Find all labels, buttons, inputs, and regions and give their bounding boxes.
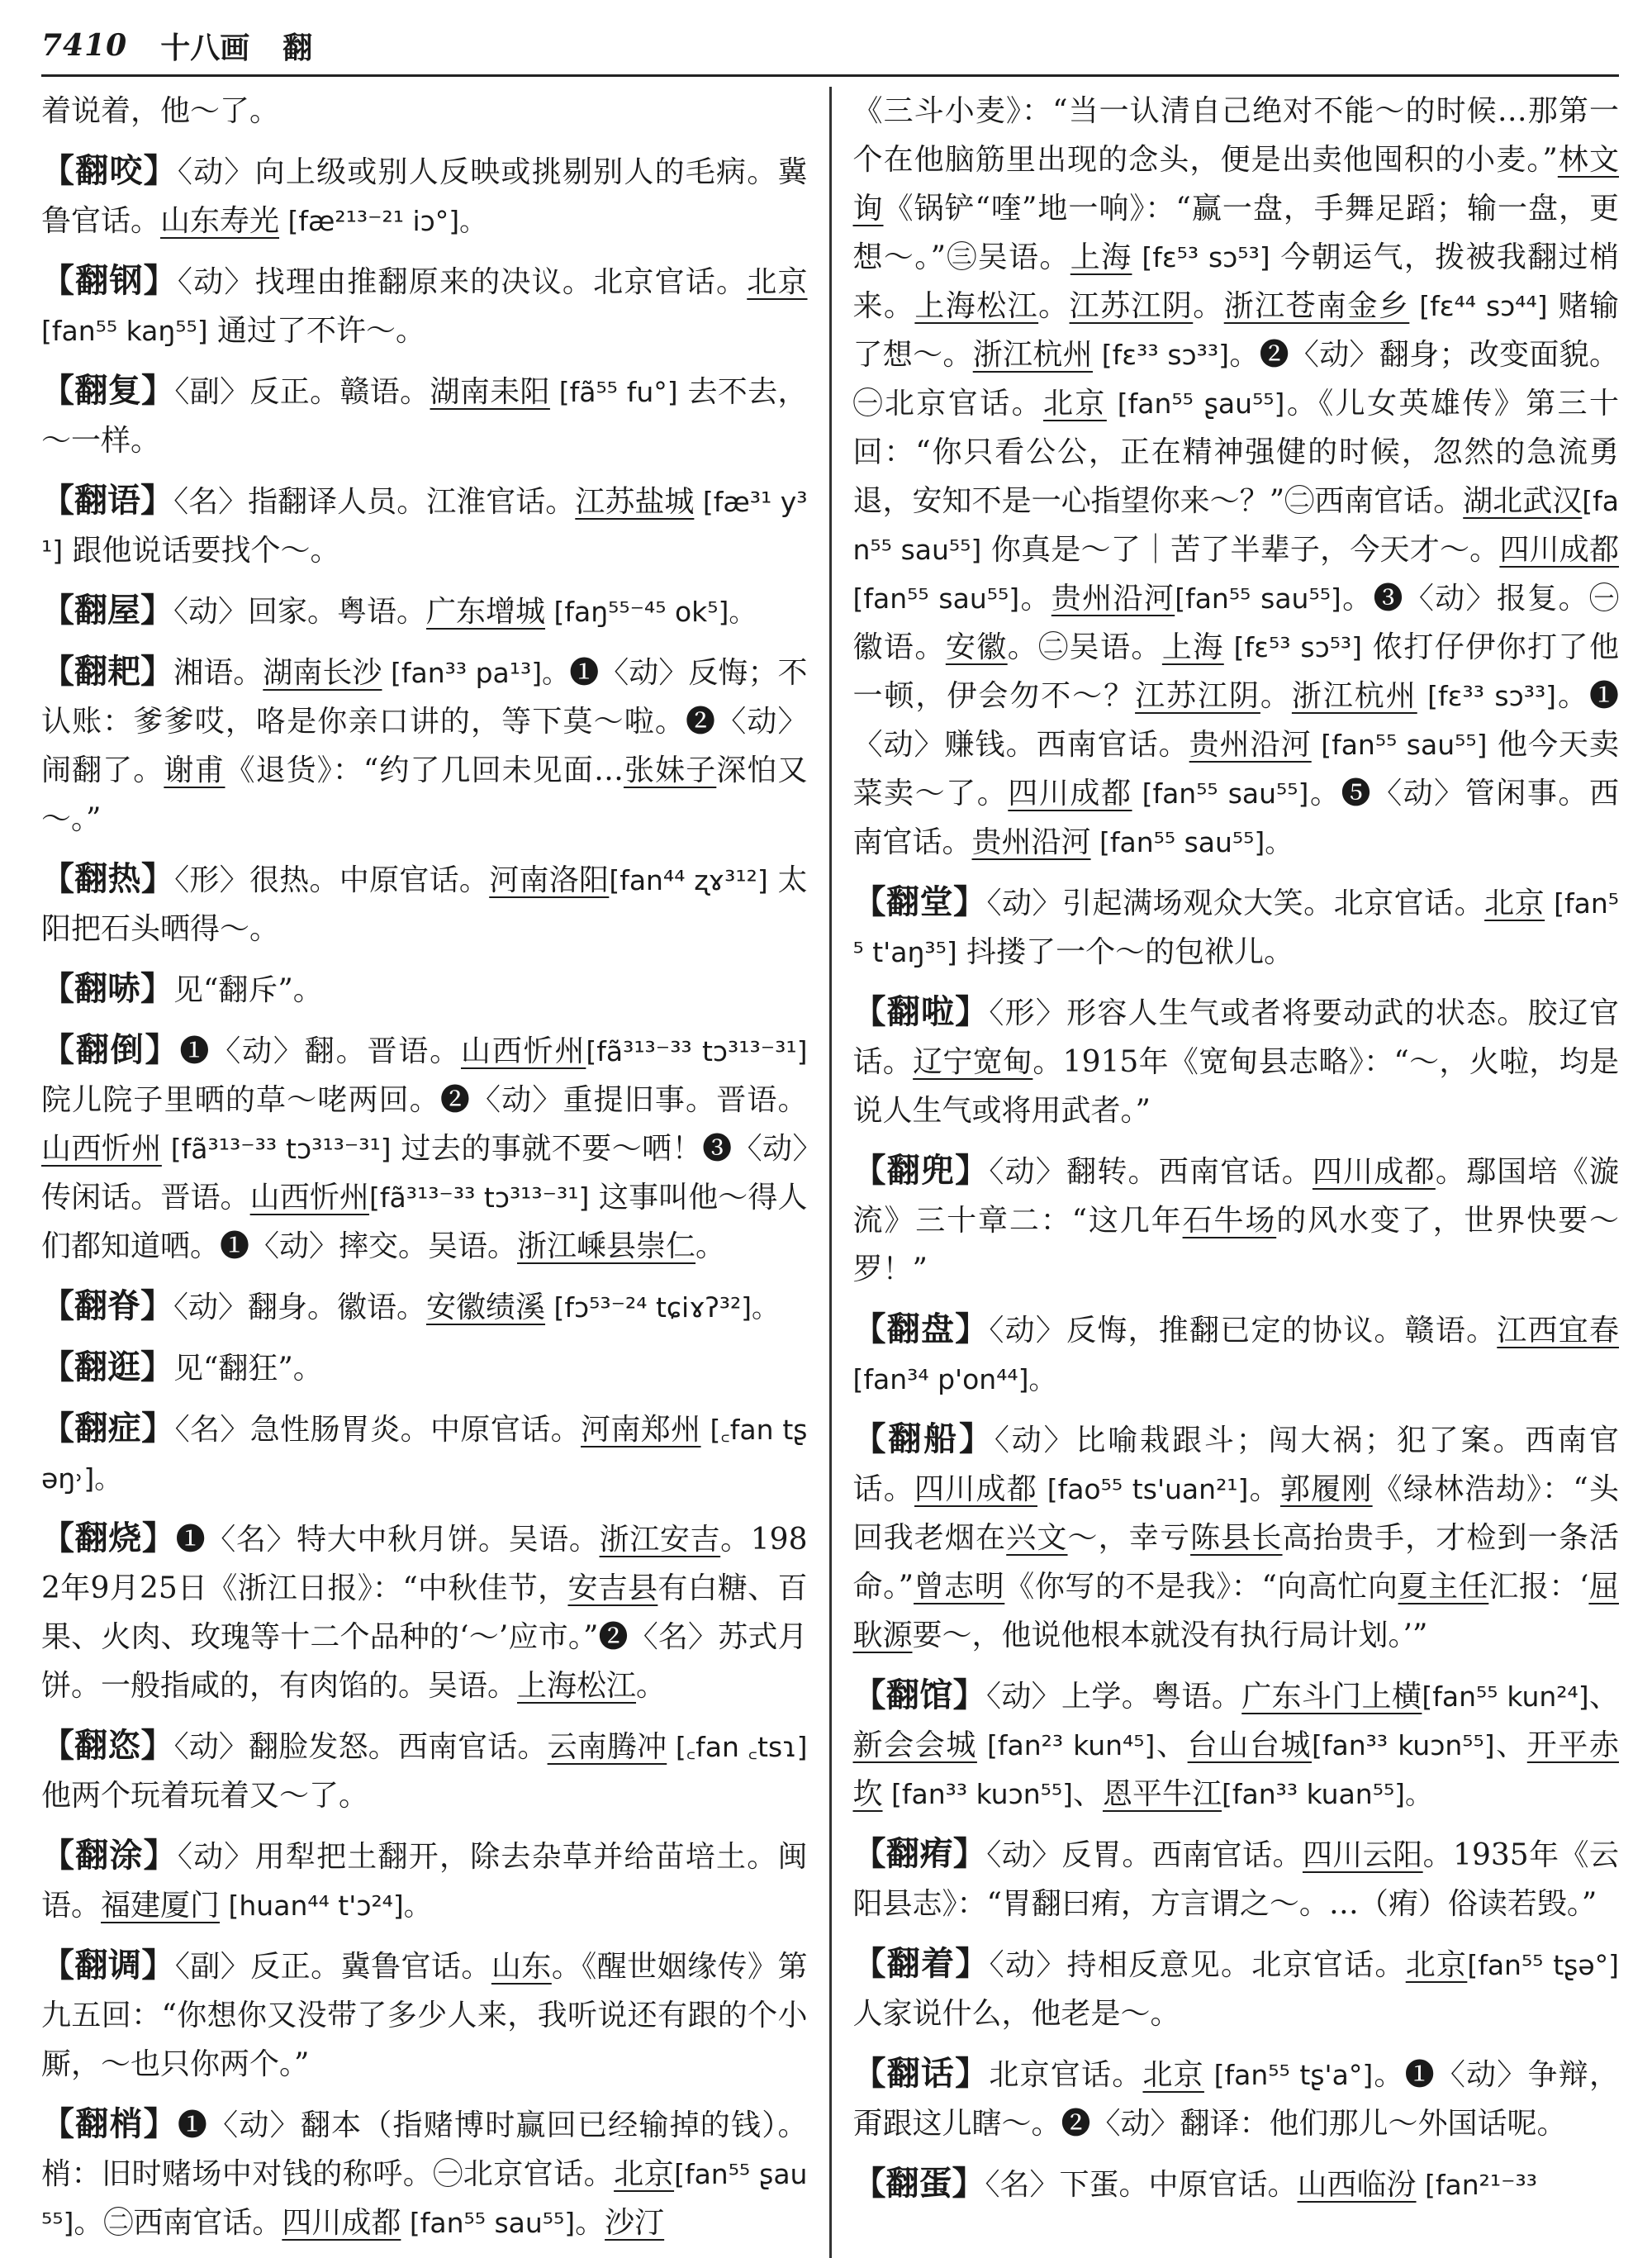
phonetic-transcription: [fan³³ pa¹³]。 bbox=[382, 657, 570, 689]
phonetic-transcription: [fã⁵⁵ fu°] bbox=[549, 376, 678, 408]
dictionary-entry bbox=[853, 1305, 1620, 1404]
definition-text: 。《儿女英雄传》第三十回：“你只看公公，正在精神强健的时候，忽然的急流勇退，安知不是一心指望你来～？”㊁西南官话。 bbox=[852, 387, 1619, 518]
place-name: 北京 bbox=[747, 265, 808, 299]
phonetic-transcription: [fan⁵⁵ ʂau⁵⁵] bbox=[1106, 387, 1285, 420]
dictionary-entry bbox=[41, 1404, 808, 1503]
dictionary-entry bbox=[41, 854, 808, 953]
dictionary-entry bbox=[41, 647, 808, 844]
definition-text: 今朝运气，拨被我翻过梢来。 bbox=[852, 240, 1619, 323]
dictionary-entry bbox=[41, 1343, 808, 1393]
phonetic-transcription: [fan⁵⁵ sau⁵⁵] bbox=[401, 2207, 576, 2239]
definition-text: 〈形〉很热。中原官话。 bbox=[174, 863, 490, 897]
place-name: 湖北武汉 bbox=[1463, 484, 1583, 518]
definition-text: ❶〈动〉翻本（指赌博时赢回已经输掉的钱）。梢：旧时赌场中对钱的称呼。㊀北京官话。 bbox=[41, 2108, 808, 2191]
definition-text: 〈动〉用犁把土翻开，除去杂草并给苗培土。闽语。 bbox=[41, 1840, 808, 1923]
place-name: 山西忻州 bbox=[41, 1132, 162, 1166]
dictionary-entry bbox=[41, 1831, 808, 1930]
definition-text: 《三斗小麦》：“当一认清自己绝对不能～的时候…那第一个在他脑筋里出现的念头，便是出卖他囤积的小麦。” bbox=[852, 94, 1619, 177]
definition-text: 。❶〈动〉赚钱。西南官话。 bbox=[852, 679, 1619, 762]
place-name: 北京 bbox=[1043, 387, 1107, 421]
definition-text: 侬打仔伊你打了他一顿，伊会勿不～？ bbox=[852, 630, 1619, 713]
phonetic-transcription: [fan³³ kuan⁵⁵]。 bbox=[1222, 1778, 1433, 1810]
definition-text: 。❺〈动〉管闲事。西南官话。 bbox=[852, 777, 1619, 859]
phonetic-transcription: [fan⁵⁵ sau⁵⁵]。 bbox=[1090, 826, 1293, 858]
definition-text: 见“翻斥”。 bbox=[173, 973, 323, 1007]
entry-headword: 【翻梢】 bbox=[41, 2104, 178, 2143]
definition-text: 见“翻狂”。 bbox=[173, 1352, 323, 1386]
entry-continuation bbox=[853, 87, 1620, 867]
place-name: 江苏江阴 bbox=[1135, 679, 1260, 713]
phonetic-transcription: [huan⁴⁴ t'ɔ²⁴]。 bbox=[220, 1890, 431, 1922]
definition-text: 〈动〉翻转。西南官话。 bbox=[989, 1155, 1313, 1189]
place-name: 谢甫 bbox=[164, 753, 225, 787]
place-name: 浙江嵊县崇仁 bbox=[517, 1229, 696, 1263]
radical-character: 翻 bbox=[282, 30, 313, 65]
definition-text: 。 bbox=[1038, 289, 1070, 323]
definition-text: 着说着，他～了。 bbox=[41, 94, 280, 128]
place-name: 河南洛阳 bbox=[489, 863, 610, 897]
definition-text: 、 bbox=[1494, 1728, 1527, 1762]
definition-text: 。 bbox=[575, 2206, 605, 2240]
definition-text: 抖搂了一个～的包袱儿。 bbox=[957, 935, 1294, 969]
place-name: 山东 bbox=[491, 1950, 552, 1984]
definition-text: 。❸〈动〉报复。㊀徽语。 bbox=[852, 582, 1619, 664]
phonetic-transcription: [fã³¹³⁻³³ tɔ³¹³⁻³¹] bbox=[369, 1181, 590, 1214]
entry-headword: 【翻馆】 bbox=[852, 1676, 986, 1714]
definition-text: 、 bbox=[1588, 1680, 1619, 1714]
entry-headword: 【翻啦】 bbox=[852, 992, 990, 1031]
entry-headword: 【翻屋】 bbox=[41, 591, 173, 630]
entry-headword: 【翻耙】 bbox=[41, 652, 174, 691]
dictionary-entry bbox=[41, 964, 808, 1015]
dictionary-entry bbox=[41, 366, 808, 465]
left-column bbox=[41, 87, 808, 2258]
place-name: 屈耿源 bbox=[852, 1570, 1619, 1652]
place-name: 安徽 bbox=[945, 630, 1008, 664]
definition-text: 人家说什么，他老是～。 bbox=[852, 1997, 1180, 2031]
dictionary-entry bbox=[41, 586, 808, 636]
definition-text: 〈副〉反正。冀鲁官话。 bbox=[174, 1950, 491, 1984]
right-column bbox=[853, 87, 1620, 2258]
place-name: 浙江苍南金乡 bbox=[1223, 289, 1410, 323]
definition-text: 通过了不许～。 bbox=[207, 314, 426, 348]
place-name: 浙江杭州 bbox=[1291, 679, 1417, 713]
place-name: 开平赤坎 bbox=[852, 1728, 1619, 1811]
place-name: 四川成都 bbox=[1499, 533, 1619, 567]
definition-text: 。❶〈动〉争辩，甭跟这儿瞎～。❷〈动〉翻译：他们那儿～外国话呢。 bbox=[852, 2058, 1619, 2141]
definition-text: 。鄢国培《漩流》三十章二：“这几年 bbox=[852, 1155, 1619, 1238]
place-name: 云南腾冲 bbox=[547, 1730, 667, 1764]
phonetic-transcription: [fan⁴⁴ ʐɤ³¹²] bbox=[609, 864, 768, 896]
place-name: 山西忻州 bbox=[460, 1034, 586, 1068]
definition-text: ～，幸亏 bbox=[1067, 1521, 1191, 1555]
place-name: 上海松江 bbox=[517, 1669, 637, 1703]
entry-headword: 【翻堂】 bbox=[852, 882, 987, 921]
definition-text: 〈形〉形容人生气或者将要动武的状态。胶辽官话。 bbox=[852, 996, 1619, 1079]
phonetic-transcription: [fɛ⁴⁴ sɔ⁴⁴] bbox=[1409, 290, 1548, 322]
definition-text: 。 bbox=[1019, 582, 1051, 616]
definition-text: 汇报：‘ bbox=[1488, 1570, 1589, 1604]
entry-headword: 【翻话】 bbox=[852, 2054, 990, 2093]
definition-text: 《退货》：“约了几回未见面… bbox=[225, 753, 624, 787]
place-name: 山西临汾 bbox=[1297, 2168, 1417, 2202]
dictionary-entry bbox=[853, 2159, 1620, 2209]
definition-text: 〈动〉找理由推翻原来的决议。北京官话。 bbox=[177, 265, 748, 299]
dictionary-entry bbox=[41, 476, 808, 575]
stroke-count-label: 十八画 bbox=[160, 30, 250, 65]
phonetic-transcription: [fan⁵⁵ ʂau⁵⁵] bbox=[41, 2158, 808, 2239]
dictionary-entry bbox=[41, 2099, 808, 2247]
entry-headword: 【翻盘】 bbox=[852, 1310, 990, 1348]
entry-headword: 【翻涂】 bbox=[41, 1836, 178, 1875]
definition-text: 。 bbox=[636, 1669, 667, 1703]
place-name: 山东寿光 bbox=[160, 204, 280, 238]
dictionary-entry bbox=[853, 2049, 1620, 2148]
place-name: 浙江杭州 bbox=[972, 338, 1093, 372]
phonetic-transcription: [fan³⁴ p'on⁴⁴]。 bbox=[852, 1363, 1056, 1395]
place-name: 辽宁宽甸 bbox=[913, 1045, 1033, 1079]
phonetic-transcription: [fan⁵⁵ tʂə°] bbox=[1467, 1949, 1620, 1981]
definition-text: 。❷〈动〉翻身；改变面貌。㊀北京官话。 bbox=[852, 338, 1619, 421]
definition-text: 〈动〉反悔，推翻已定的协议。赣语。 bbox=[989, 1314, 1498, 1348]
definition-text: 《锅铲“喹”地一响》：“赢一盘，手舞足蹈；输一盘，更想～。”㊂吴语。 bbox=[852, 192, 1619, 274]
phonetic-transcription: [fao⁵⁵ ts'uan²¹] bbox=[1037, 1473, 1249, 1505]
definition-text: 《绿林浩劫》：“头回我老烟在 bbox=[852, 1472, 1619, 1555]
entry-continuation bbox=[41, 87, 808, 135]
entry-headword: 【翻船】 bbox=[852, 1419, 995, 1458]
dictionary-entry bbox=[853, 1671, 1620, 1818]
place-name: 张妹子 bbox=[623, 753, 717, 787]
entry-headword: 【翻兜】 bbox=[852, 1151, 990, 1190]
definition-text: 高抬贵手，才检到一条活命。” bbox=[852, 1521, 1619, 1604]
phonetic-transcription: [fæ²¹³⁻²¹ iɔ°]。 bbox=[279, 205, 487, 237]
phonetic-transcription: [fan⁵⁵ tʂ'a°] bbox=[1203, 2059, 1374, 2091]
entry-headword: 【翻咬】 bbox=[41, 151, 178, 190]
phonetic-transcription: [fan⁵⁵ sau⁵⁵] bbox=[1175, 582, 1341, 615]
definition-text: 深怕又～。” bbox=[41, 753, 808, 836]
definition-text: 、 bbox=[1155, 1728, 1188, 1762]
definition-text: 去不去，～一样。 bbox=[41, 375, 808, 458]
place-name: 山西忻州 bbox=[249, 1181, 370, 1215]
place-name: 四川成都 bbox=[1008, 777, 1132, 811]
place-name: 湖南耒阳 bbox=[430, 375, 550, 409]
place-name: 曾志明 bbox=[914, 1570, 1005, 1604]
entry-headword: 【翻症】 bbox=[41, 1409, 175, 1447]
phonetic-transcription: [fɛ⁵³ sɔ⁵³] bbox=[1223, 631, 1363, 663]
entry-headword: 【翻哧】 bbox=[41, 969, 173, 1008]
entry-headword: 【翻语】 bbox=[41, 481, 174, 520]
entry-headword: 【翻脊】 bbox=[41, 1286, 173, 1325]
dictionary-entry bbox=[41, 1721, 808, 1820]
definition-text: 他今天卖菜卖～了。 bbox=[852, 728, 1619, 811]
place-name: 安吉县 bbox=[567, 1571, 658, 1605]
phonetic-transcription: [fan⁵⁵ kaŋ⁵⁵] bbox=[41, 315, 208, 347]
dictionary-entry bbox=[853, 987, 1620, 1135]
place-name: 新会会城 bbox=[852, 1728, 977, 1762]
definition-text: 〈动〉持相反意见。北京官话。 bbox=[989, 1948, 1406, 1982]
dictionary-entry bbox=[853, 1939, 1620, 2038]
phonetic-transcription: [fã³¹³⁻³³ tɔ³¹³⁻³¹] bbox=[161, 1133, 392, 1165]
place-name: 广东增城 bbox=[426, 595, 546, 629]
place-name: 江苏盐城 bbox=[575, 485, 695, 519]
phonetic-transcription: [꜀fan ꜀tsɿ] bbox=[667, 1731, 808, 1763]
definition-text: 要～，他说他根本就没有执行局计划。’” bbox=[912, 1619, 1428, 1652]
page-number: 7410 bbox=[41, 28, 128, 63]
definition-text: ❶〈动〉翻。晋语。 bbox=[179, 1034, 461, 1068]
dictionary-entry bbox=[41, 1941, 808, 2089]
definition-text: 跟他说话要找个～。 bbox=[63, 534, 340, 568]
definition-text: 有白糖、百果、火肉、玫瑰等十二个品种的‘～’应市。”❷〈名〉苏式月饼。一般指咸的，有肉馅的。吴语。 bbox=[41, 1571, 808, 1703]
definition-text: 。㊁西南官话。 bbox=[74, 2206, 282, 2240]
place-name: 林文询 bbox=[852, 143, 1619, 226]
definition-text: 〈动〉向上级或别人反映或挑剔别人的毛病。冀鲁官话。 bbox=[41, 155, 808, 238]
place-name: 四川成都 bbox=[1312, 1155, 1436, 1189]
dictionary-entry bbox=[41, 1025, 808, 1271]
definition-text: 、 bbox=[1072, 1777, 1103, 1811]
definition-text: 。 bbox=[695, 1229, 726, 1263]
place-name: 安徽绩溪 bbox=[426, 1291, 546, 1324]
page-header bbox=[41, 17, 1619, 77]
entry-headword: 【翻蛋】 bbox=[852, 2164, 985, 2203]
phonetic-transcription: [꜀fan tʂəŋ˒]。 bbox=[41, 1414, 808, 1495]
definition-text: 院儿院子里晒的草～咾两回。❷〈动〉重提旧事。晋语。 bbox=[41, 1083, 808, 1117]
place-name: 贵州沿河 bbox=[1189, 728, 1312, 762]
place-name: 上海松江 bbox=[914, 289, 1039, 323]
definition-text: 。1982年9月25日《浙江日报》：“中秋佳节， bbox=[41, 1523, 808, 1605]
place-name: 广东斗门上横 bbox=[1241, 1680, 1422, 1714]
place-name: 四川成都 bbox=[914, 1472, 1037, 1506]
place-name: 北京 bbox=[1405, 1948, 1468, 1982]
definition-text: 〈名〉指翻译人员。江淮官话。 bbox=[173, 485, 576, 519]
definition-text: 〈名〉下蛋。中原官话。 bbox=[985, 2168, 1298, 2202]
definition-text: ❶〈名〉特大中秋月饼。吴语。 bbox=[175, 1523, 600, 1557]
entry-headword: 【翻逛】 bbox=[41, 1348, 173, 1386]
definition-text: ❶〈动〉反悔；不认账：爹爹哎，咯是你亲口讲的，等下莫～啦。❷〈动〉闹翻了。 bbox=[41, 656, 808, 787]
definition-text: 赌输了想～。 bbox=[852, 289, 1619, 372]
definition-text: 。 bbox=[1248, 1472, 1280, 1506]
column-divider bbox=[829, 87, 832, 2258]
place-name: 北京 bbox=[1484, 887, 1545, 920]
dictionary-entry bbox=[853, 1414, 1620, 1660]
definition-text: 太阳把石头晒得～。 bbox=[41, 863, 808, 946]
definition-text: 。㊁吴语。 bbox=[1007, 630, 1162, 664]
phonetic-transcription: [fæ³¹ y³¹] bbox=[41, 486, 808, 567]
dictionary-entry bbox=[853, 1829, 1620, 1928]
place-name: 贵州沿河 bbox=[971, 825, 1091, 859]
place-name: 浙江安吉 bbox=[599, 1523, 721, 1557]
phonetic-transcription: [fan⁵⁵ sau⁵⁵] bbox=[852, 485, 1619, 566]
place-name: 北京 bbox=[614, 2157, 675, 2191]
definition-text: 《你写的不是我》：“向高忙向 bbox=[1004, 1570, 1398, 1604]
definition-text: 。 bbox=[1260, 679, 1292, 713]
entry-headword: 【翻倒】 bbox=[41, 1030, 180, 1069]
place-name: 上海 bbox=[1161, 630, 1224, 664]
definition-text: 过去的事就不要～哂！❸〈动〉传闲话。晋语。 bbox=[41, 1132, 808, 1215]
entry-headword: 【翻痏】 bbox=[852, 1834, 987, 1873]
dictionary-entry bbox=[853, 877, 1620, 977]
dictionary-entry bbox=[41, 1514, 808, 1710]
phonetic-transcription: [faŋ⁵⁵⁻⁴⁵ ok⁵]。 bbox=[545, 596, 757, 628]
phonetic-transcription: [fan⁵⁵ sau⁵⁵] bbox=[852, 582, 1020, 615]
place-name: 夏主任 bbox=[1398, 1570, 1489, 1604]
definition-text: 〈名〉急性肠胃炎。中原官话。 bbox=[174, 1413, 581, 1447]
definition-text: 〈动〉翻脸发怒。西南官话。 bbox=[173, 1730, 548, 1764]
definition-text: 〈动〉反胃。西南官话。 bbox=[986, 1838, 1303, 1872]
entry-headword: 【翻调】 bbox=[41, 1946, 175, 1985]
definition-text: 。1935年《云阳县志》：“胃翻曰痏，方言谓之～。…（痏）俗读若毁。” bbox=[852, 1838, 1619, 1921]
place-name: 湖南长沙 bbox=[263, 656, 382, 690]
place-name: 台山台城 bbox=[1187, 1728, 1313, 1762]
phonetic-transcription: [fɛ³³ sɔ³³] bbox=[1417, 680, 1557, 712]
entry-headword: 【翻热】 bbox=[41, 859, 175, 898]
definition-text: 的风水变了，世界快要～罗！” bbox=[852, 1204, 1619, 1286]
dictionary-entry bbox=[41, 1281, 808, 1332]
definition-text: 。《醒世姻缘传》第九五回：“你想你又没带了多少人来，我听说还有跟的个小厮，～也只你两个。” bbox=[41, 1950, 808, 2081]
phonetic-transcription: [fɛ⁵³ sɔ⁵³] bbox=[1132, 241, 1270, 273]
definition-text: 。1915年《宽甸县志略》：“～，火啦，均是说人生气或将用武者。” bbox=[852, 1045, 1619, 1128]
definition-text: 〈动〉引起满场观众大笑。北京官话。 bbox=[986, 887, 1485, 920]
entry-headword: 【翻恣】 bbox=[41, 1726, 174, 1765]
definition-text: 〈动〉翻身。徽语。 bbox=[173, 1291, 427, 1324]
phonetic-transcription: [fan⁵⁵ t'aŋ³⁵] bbox=[852, 887, 1619, 968]
definition-text: 〈动〉比喻栽跟斗；闯大祸；犯了案。西南官话。 bbox=[852, 1424, 1619, 1506]
place-name: 江苏江阴 bbox=[1069, 289, 1194, 323]
phonetic-transcription: [fan⁵⁵ sau⁵⁵] bbox=[1311, 729, 1488, 761]
place-name: 郭履刚 bbox=[1279, 1472, 1373, 1506]
definition-text: 这事叫他～得人们都知道哂。❶〈动〉摔交。吴语。 bbox=[41, 1181, 808, 1263]
phonetic-transcription: [fã³¹³⁻³³ tɔ³¹³⁻³¹] bbox=[586, 1035, 808, 1067]
phonetic-transcription: [fan⁵⁵ sau⁵⁵] bbox=[1132, 777, 1309, 810]
phonetic-transcription: [fɔ⁵³⁻²⁴ tɕiɤʔ³²]。 bbox=[545, 1291, 780, 1324]
definition-text: 。 bbox=[1193, 289, 1224, 323]
dictionary-entry bbox=[853, 1146, 1620, 1294]
phonetic-transcription: [fan²³ kun⁴⁵] bbox=[976, 1729, 1156, 1761]
definition-text: 他两个玩着玩着又～了。 bbox=[41, 1779, 369, 1813]
phonetic-transcription: [fan²¹⁻³³ bbox=[1416, 2169, 1537, 2201]
place-name: 恩平牛江 bbox=[1102, 1777, 1222, 1811]
definition-text: 北京官话。 bbox=[989, 2058, 1143, 2092]
place-name: 石牛场 bbox=[1182, 1204, 1277, 1238]
place-name: 北京 bbox=[1142, 2058, 1204, 2092]
phonetic-transcription: [fan³³ kuɔn⁵⁵] bbox=[1312, 1729, 1495, 1761]
dictionary-entry bbox=[41, 256, 808, 355]
entry-headword: 【翻着】 bbox=[852, 1944, 990, 1983]
place-name: 四川成都 bbox=[282, 2206, 401, 2240]
definition-text: 〈动〉上学。粤语。 bbox=[985, 1680, 1242, 1714]
entry-headword: 【翻复】 bbox=[41, 371, 175, 410]
entry-headword: 【翻钢】 bbox=[41, 261, 178, 300]
page-body bbox=[41, 87, 1620, 2240]
phonetic-transcription: [fan⁵⁵ kun²⁴] bbox=[1422, 1680, 1589, 1713]
place-name: 陈县长 bbox=[1190, 1521, 1283, 1555]
place-name: 福建厦门 bbox=[101, 1889, 221, 1923]
definition-text: 湘语。 bbox=[173, 656, 263, 690]
place-name: 贵州沿河 bbox=[1051, 582, 1175, 616]
entry-headword: 【翻烧】 bbox=[41, 1519, 176, 1557]
dictionary-entry bbox=[41, 146, 808, 245]
definition-text: 你真是～了｜苦了半辈子，今天才～。 bbox=[981, 533, 1500, 567]
place-name: 沙汀 bbox=[605, 2206, 665, 2240]
place-name: 江西宜春 bbox=[1497, 1314, 1619, 1348]
phonetic-transcription: [fɛ³³ sɔ³³] bbox=[1092, 339, 1230, 371]
definition-text: 〈副〉反正。赣语。 bbox=[174, 375, 430, 409]
place-name: 四川云阳 bbox=[1302, 1838, 1423, 1872]
place-name: 兴文 bbox=[1006, 1521, 1068, 1555]
place-name: 上海 bbox=[1070, 240, 1132, 274]
place-name: 河南郑州 bbox=[581, 1413, 701, 1447]
phonetic-transcription: [fan³³ kuɔn⁵⁵] bbox=[882, 1778, 1073, 1810]
definition-text: 〈动〉回家。粤语。 bbox=[173, 595, 427, 629]
